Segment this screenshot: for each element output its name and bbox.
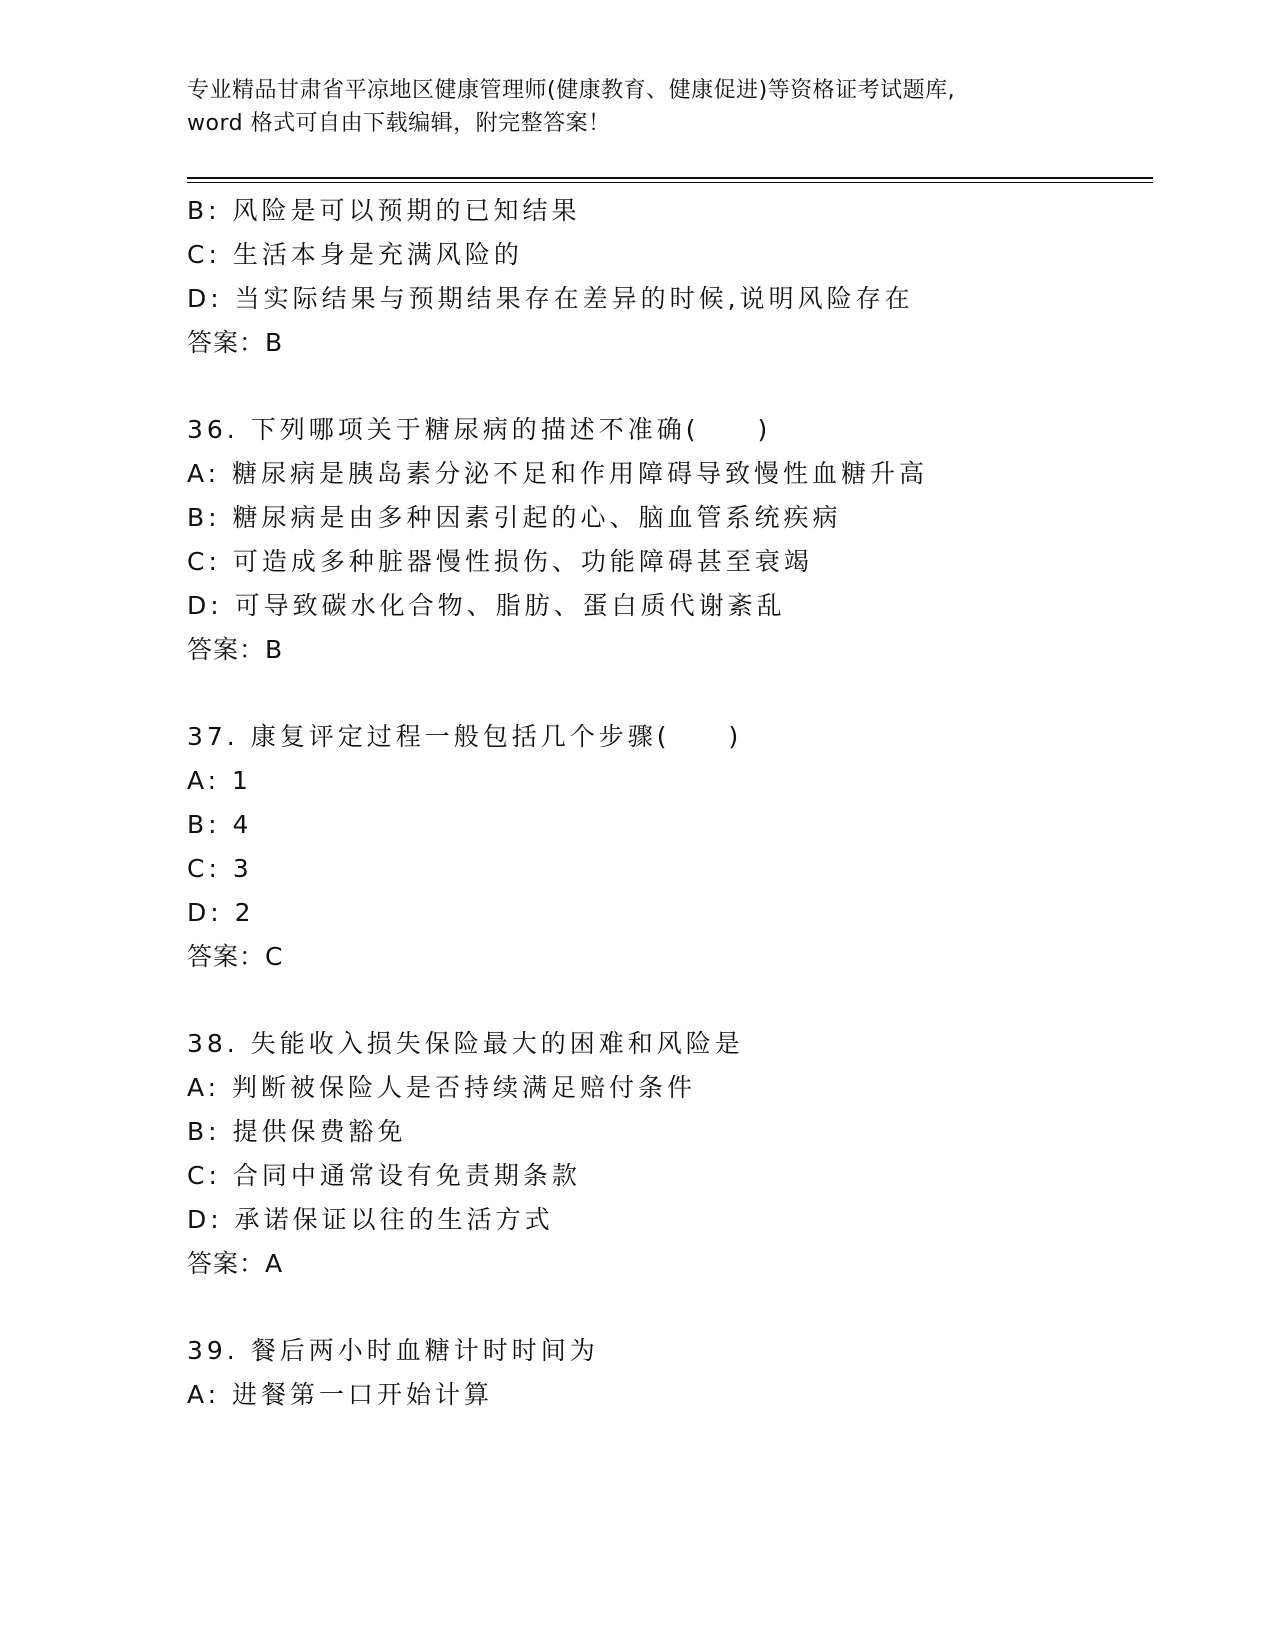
q36-option-d: D: 可导致碳水化合物、脂肪、蛋白质代谢紊乱 <box>187 591 786 620</box>
document-header <box>187 74 1087 140</box>
q39-question: 39. 餐后两小时血糖计时时间为 <box>187 1336 599 1365</box>
q36-question: 36. 下列哪项关于糖尿病的描述不准确( ) <box>187 415 772 444</box>
q36-answer: 答案：B <box>187 635 284 664</box>
header-line-1: 专业精品甘肃省平凉地区健康管理师(健康教育、健康促进)等资格证考试题库, <box>187 78 956 103</box>
q35-option-b: B: 风险是可以预期的已知结果 <box>187 196 581 225</box>
q37-option-b: B: 4 <box>187 810 253 839</box>
q37-option-a: A: 1 <box>187 766 252 795</box>
header-divider-thick <box>187 177 1153 179</box>
q38-option-c: C: 合同中通常设有免责期条款 <box>187 1161 581 1190</box>
q35-answer: 答案：B <box>187 328 284 357</box>
q35-option-c: C: 生活本身是充满风险的 <box>187 240 523 269</box>
header-divider-thin <box>187 182 1153 183</box>
q38-option-b: B: 提供保费豁免 <box>187 1117 407 1146</box>
q38-answer: 答案：A <box>187 1249 284 1278</box>
q38-option-a: A: 判断被保险人是否持续满足赔付条件 <box>187 1073 697 1102</box>
q37-option-d: D: 2 <box>187 898 255 927</box>
header-line-2: word 格式可自由下载编辑，附完整答案！ <box>187 111 611 136</box>
q39-option-a: A: 进餐第一口开始计算 <box>187 1380 494 1409</box>
q37-option-c: C: 3 <box>187 854 253 883</box>
q36-option-b: B: 糖尿病是由多种因素引起的心、脑血管系统疾病 <box>187 503 842 532</box>
q38-option-d: D: 承诺保证以往的生活方式 <box>187 1205 554 1234</box>
q36-option-c: C: 可造成多种脏器慢性损伤、功能障碍甚至衰竭 <box>187 547 813 576</box>
q36-option-a: A: 糖尿病是胰岛素分泌不足和作用障碍导致慢性血糖升高 <box>187 459 929 488</box>
q37-answer: 答案：C <box>187 942 284 971</box>
q35-option-d: D: 当实际结果与预期结果存在差异的时候,说明风险存在 <box>187 284 914 313</box>
q38-question: 38. 失能收入损失保险最大的困难和风险是 <box>187 1029 744 1058</box>
q37-question: 37. 康复评定过程一般包括几个步骤( ) <box>187 722 743 751</box>
